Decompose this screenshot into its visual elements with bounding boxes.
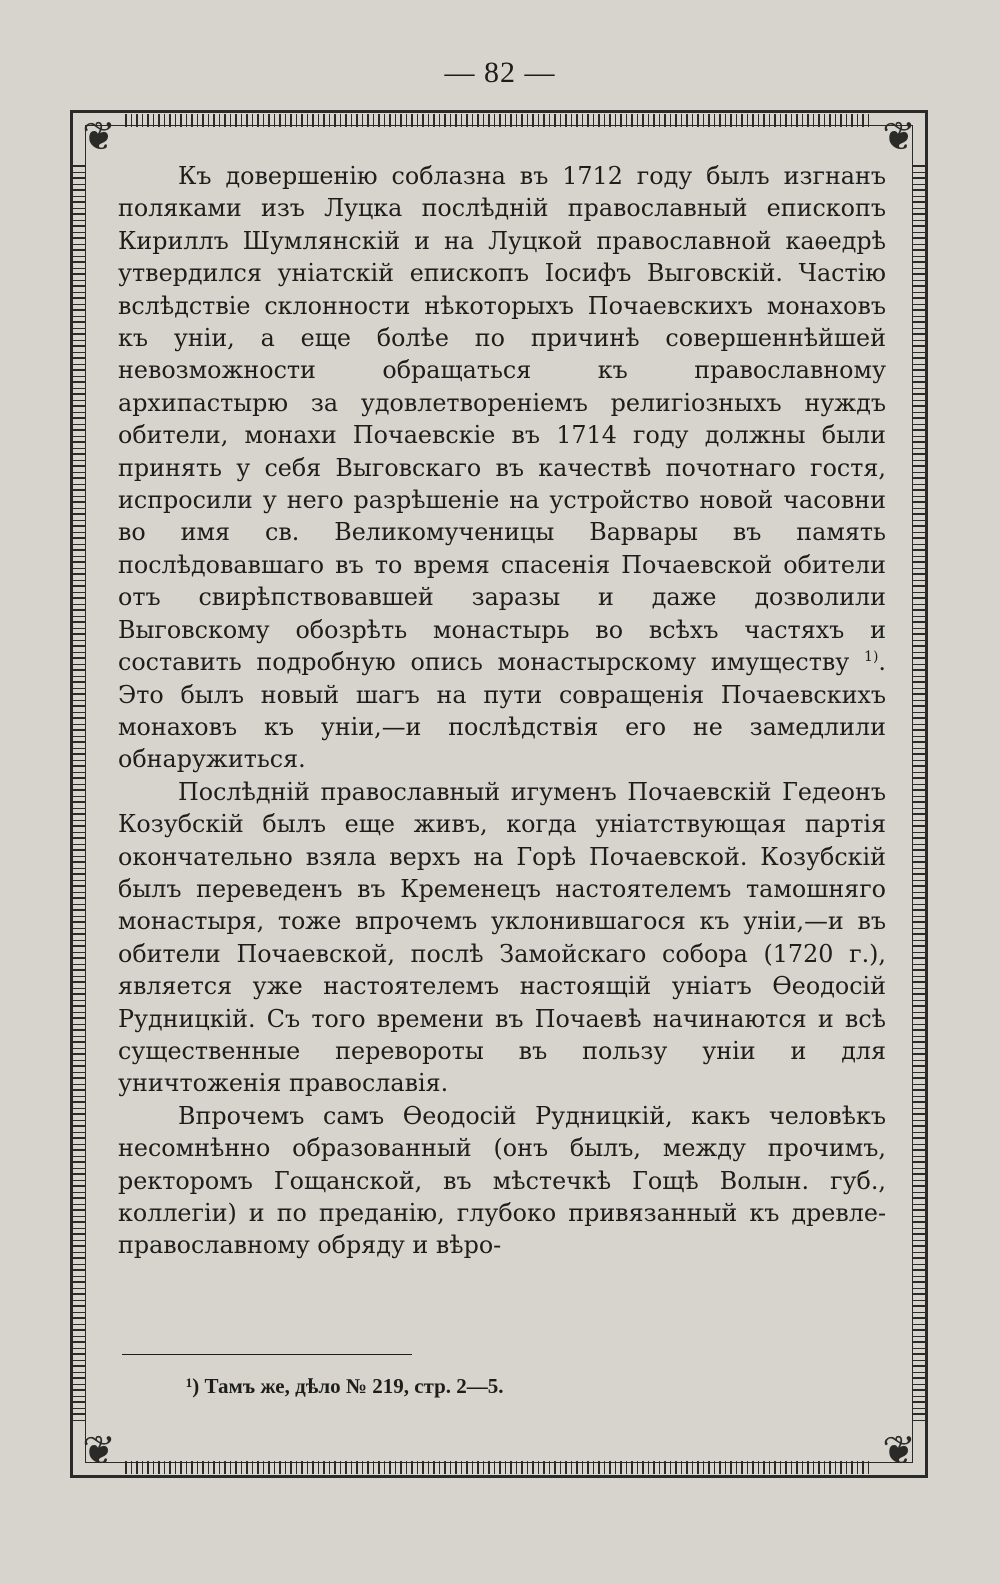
- paragraph: Впрочемъ самъ Ѳеодосій Рудницкій, какъ человѣкъ несомнѣнно образованный (онъ былъ, между прочимъ, ректоромъ Гощанской, въ мѣстечкѣ Гощѣ Волын. губ., коллегіи) и по преданію, глубоко привязанный къ древле-православному обряду и вѣро-: [118, 1101, 886, 1260]
- footnote-mark: 1): [864, 649, 879, 666]
- paragraph-text: . Это былъ новый шагъ на пути совращенія Почаевскихъ монаховъ къ уніи,—и послѣдствія его не замедлили обнаружиться.: [118, 648, 886, 774]
- frame-bottom-ornament: [125, 1461, 873, 1474]
- page-number: — 82 —: [444, 56, 556, 89]
- frame-left-ornament: [73, 165, 86, 1423]
- footnote-divider: [122, 1354, 412, 1355]
- frame-top-ornament: [125, 114, 873, 127]
- paragraph: [118, 160, 886, 776]
- body-text: [118, 160, 886, 1262]
- footnote: ¹) Тамъ же, дѣло № 219, стр. 2—5.: [186, 1374, 504, 1398]
- corner-ornament-icon: ❦: [882, 114, 916, 160]
- corner-ornament-icon: ❦: [82, 1428, 116, 1474]
- corner-ornament-icon: ❦: [882, 1428, 916, 1474]
- paragraph: Послѣдній православный игуменъ Почаевскій Гедеонъ Козубскій былъ еще живъ, когда уніатствующая партія окончательно взяла верхъ на Горѣ Почаевской. Козубскій былъ переведенъ въ Кременецъ настоятелемъ тамошняго монастыря, тоже впрочемъ уклонившагося къ уніи,—и въ обители Почаевской, послѣ Замойскаго собора (1720 г.), является уже настоятелемъ настоящій уніатъ Ѳеодосій Рудницкій. Съ того времени въ Почаевѣ начинаются и всѣ существенные перевороты въ пользу уніи и для уничтоженія православія.: [118, 777, 886, 1098]
- frame-right-ornament: [912, 165, 925, 1423]
- corner-ornament-icon: ❦: [82, 114, 116, 160]
- paragraph-text: Къ довершенію соблазна въ 1712 году былъ изгнанъ поляками изъ Луцка послѣдній православный епископъ Кириллъ Шумлянскій и на Луцкой православной каѳедрѣ утвердился уніатскій епископъ Іосифъ Выговскій. Частію вслѣдствіе склонности нѣкоторыхъ Почаевскихъ монаховъ къ уніи, а еще болѣе по причинѣ совершеннѣйшей невозможности обращаться къ православному архипастырю за удовлетвореніемъ религіозныхъ нуждъ обители, монахи Почаевскіе въ 1714 году должны были принять у себя Выговскаго въ качествѣ почотнаго гостя, испросили у него разрѣшеніе на устройство новой часовни во имя св. Великомученицы Варвары въ память послѣдовавшаго въ то время спасенія Почаевской обители отъ свирѣпствовавшей заразы и даже дозволили Выговскому обозрѣть монастырь во всѣхъ частяхъ и составить подробную опись монастырскому имуществу: [118, 162, 886, 677]
